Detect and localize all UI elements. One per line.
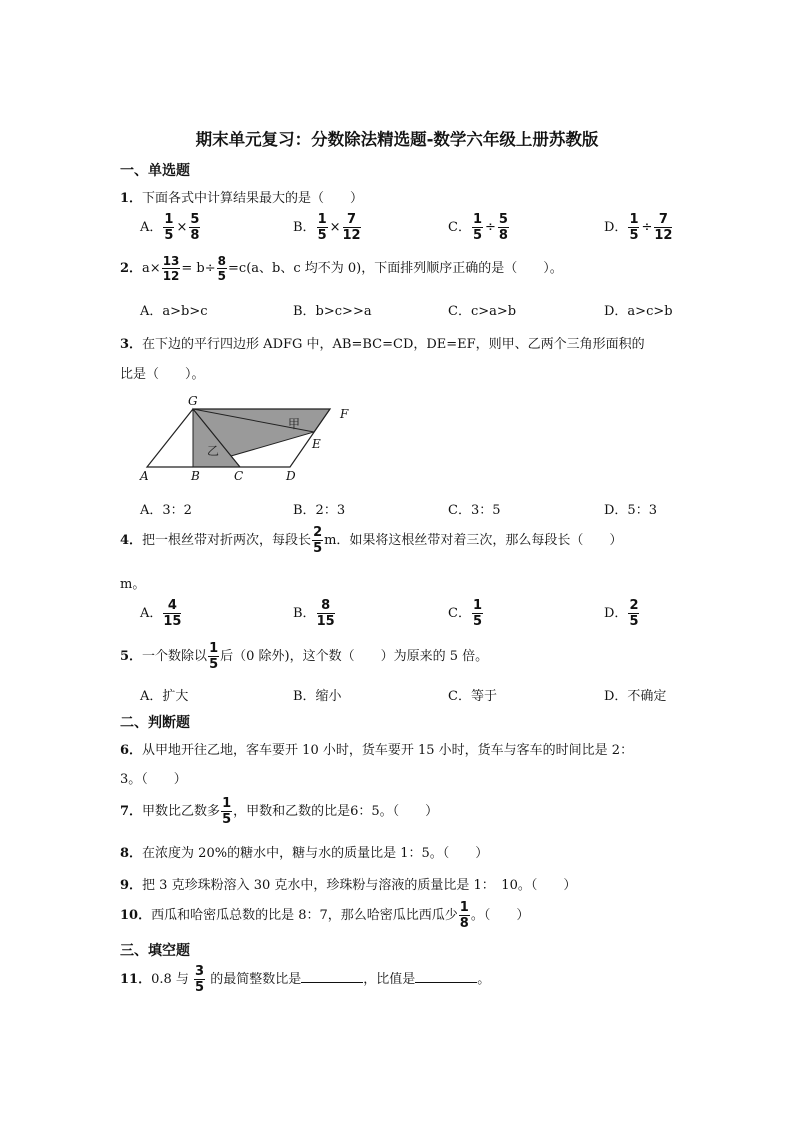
label-a: A <box>140 469 149 483</box>
q5-option-c: C．等于 <box>448 689 497 704</box>
q5-option-d: D．不确定 <box>604 689 667 704</box>
q4-option-c: C． $\frac{1}{5}$ <box>448 598 482 629</box>
q4-option-d: D． $\frac{2}{5}$ <box>604 598 639 629</box>
q4-option-b: B． $\frac{8}{15}$ <box>293 598 335 629</box>
question-6-stem-line2: 3。（ ） <box>120 772 187 787</box>
question-1-stem: 1．下面各式中计算结果最大的是（ ） <box>120 191 364 206</box>
q5-option-b: B．缩小 <box>293 689 342 704</box>
question-4-stem: 4．把一根丝带对折两次，每段长 $\frac{2}{5}$ m．如果将这根丝带对着三次，那么每段长（ ） <box>120 525 623 556</box>
q1-option-d: D． $\frac{1}{5}$ ÷ $\frac{7}{12}$ <box>604 212 673 243</box>
section-heading-fill-blank: 三、填空题 <box>120 943 190 959</box>
q11-blank-value[interactable] <box>415 981 477 983</box>
question-3-stem-line2: 比是（ ）。 <box>120 367 205 382</box>
question-8-stem: 8．在浓度为 20%的糖水中，糖与水的质量比是 1：5。（ ） <box>120 846 489 861</box>
q1-option-b: B． $\frac{1}{5}$ × $\frac{7}{12}$ <box>293 212 361 243</box>
label-c: C <box>234 469 244 483</box>
question-9-stem: 9．把 3 克珍珠粉溶入 30 克水中，珍珠粉与溶液的质量比是 1： 10。（ ） <box>120 878 577 893</box>
q3-option-c: C．3：5 <box>448 503 501 518</box>
question-11-stem: 11．0.8 与 $\frac{3}{5}$ 的最简整数比是 ，比值是 。 <box>120 964 491 995</box>
parallelogram-figure <box>130 392 360 484</box>
page-title: 期末单元复习：分数除法精选题-数学六年级上册苏教版 <box>195 130 599 149</box>
question-4-stem-line2: m。 <box>120 577 146 592</box>
section-heading-true-false: 二、判断题 <box>120 715 190 731</box>
q3-option-a: A．3：2 <box>140 503 192 518</box>
label-g: G <box>188 394 198 408</box>
q11-blank-ratio[interactable] <box>301 981 363 983</box>
label-e: E <box>312 437 321 451</box>
q4-option-a: A． $\frac{4}{15}$ <box>140 598 182 629</box>
section-heading-single-choice: 一、单选题 <box>120 163 190 179</box>
label-f: F <box>340 407 349 421</box>
question-7-stem: 7．甲数比乙数多 $\frac{1}{5}$ ，甲数和乙数的比是6：5。（ ） <box>120 796 439 827</box>
label-d: D <box>286 469 296 483</box>
label-jia: 甲 <box>288 417 301 431</box>
label-yi: 乙 <box>207 444 220 458</box>
q2-option-b: B．b>c>>a <box>293 304 372 319</box>
q2-option-a: A．a>b>c <box>140 304 208 319</box>
q1-option-c: C． $\frac{1}{5}$ ÷ $\frac{5}{8}$ <box>448 212 508 243</box>
q1-option-a: A． $\frac{1}{5}$ × $\frac{5}{8}$ <box>140 212 200 243</box>
question-10-stem: 10．西瓜和哈密瓜总数的比是 8：7，那么哈密瓜比西瓜少 $\frac{1}{8}$ 。（ ） <box>120 900 530 931</box>
label-b: B <box>191 469 200 483</box>
q3-option-b: B．2：3 <box>293 503 346 518</box>
question-2-stem: 2．a× $\frac{13}{12}$ = b÷ $\frac{8}{5}$ =c(a、b、c 均不为 0)，下面排列顺序正确的是（ ）。 <box>120 254 563 283</box>
question-3-stem: 3．在下边的平行四边形 ADFG 中，AB=BC=CD，DE=EF，则甲、乙两个三角形面积的 <box>120 337 645 352</box>
q2-option-d: D．a>c>b <box>604 304 673 319</box>
q2-option-c: C．c>a>b <box>448 304 517 319</box>
question-5-stem: 5．一个数除以 $\frac{1}{5}$ 后（0 除外)，这个数（ ）为原来的 5 倍。 <box>120 641 489 672</box>
q5-option-a: A．扩大 <box>140 689 189 704</box>
q3-option-d: D．5：3 <box>604 503 657 518</box>
question-6-stem: 6．从甲地开往乙地，客车要开 10 小时，货车要开 15 小时，货车与客车的时间比是 2： <box>120 743 634 758</box>
